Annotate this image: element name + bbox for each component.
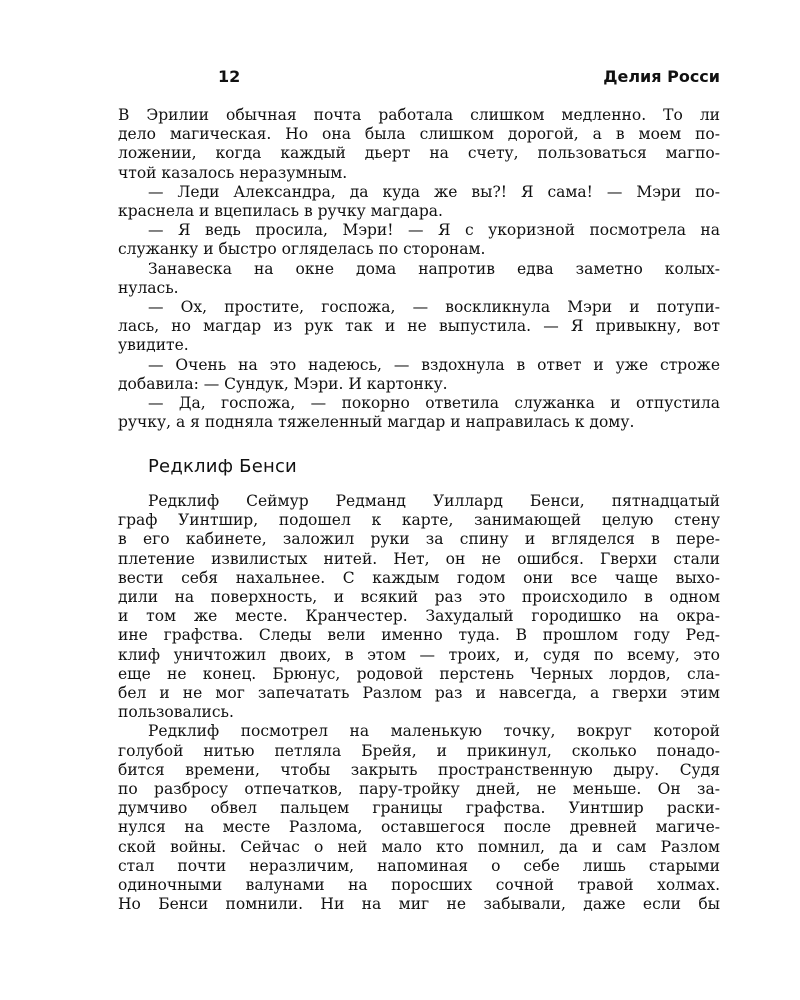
text-line: Редклиф Сеймур Редманд Уиллард Бенси, пятнадцатый [148,492,720,510]
text-line: стал почти неразличим, напоминая о себе лишь старыми [118,856,720,875]
text-line: граф Уинтшир, подошел к карте, занимающей целую стену [118,511,720,530]
text-line: — Леди Александра, да куда же вы?! Я сама! — Мэри по- [148,182,720,201]
text-line: Занавеска на окне дома напротив едва заметно колых- [148,259,720,278]
text-line: дело магическая. Но она была слишком дорогой, а в моем по- [118,125,720,144]
text-line: бел и не мог запечатать Разлом раз и навсегда, а гверхи этим [118,684,720,703]
text-line: клиф уничтожил двоих, в этом — троих, и, судя по всему, это [118,645,720,664]
text-line: нулась. [118,278,179,297]
author-name: Делия Росси [603,67,720,86]
text-line: думчиво обвел пальцем границы графства. Уинтшир раски- [118,799,720,818]
text-line: ине графства. Следы вели именно туда. В прошлом году Ред- [118,626,720,645]
text-line: в его кабинете, заложил руки за спину и вгляделся в пере- [118,530,720,549]
text-line: ложении, когда каждый дьерт на счету, пользоваться магпо- [118,144,720,163]
text-block-section-2 [118,492,720,914]
text-line: краснела и вцепилась в ручку магдара. [118,202,443,221]
chapter-heading: Редклиф Бенси [148,456,297,477]
text-block-section-1 [118,106,720,432]
text-line: лась, но магдар из рук так и не выпустила. — Я привыкну, вот [118,317,720,336]
text-line: служанку и быстро огляделась по сторонам. [118,240,486,259]
text-line: одиночными валунами на поросших сочной травой холмах. [118,876,720,895]
text-line: ской войны. Сейчас о ней мало кто помнил, да и сам Разлом [118,837,720,856]
text-line: и том же месте. Кранчестер. Захудалый городишко на окра- [118,607,720,626]
text-line: увидите. [118,336,189,355]
text-line: еще не конец. Брюнус, родовой перстень Черных лордов, сла- [118,664,720,683]
text-line: — Ох, простите, госпожа, — воскликнула Мэри и потупи- [148,298,720,317]
page-number: 12 [218,67,241,86]
text-line: бится времени, чтобы закрыть пространственную дыру. Судя [118,760,720,779]
text-line: ручку, а я подняла тяжеленный магдар и направилась к дому. [118,413,635,432]
text-line: чтой казалось неразумным. [118,163,348,182]
text-line: Редклиф посмотрел на маленькую точку, вокруг которой [148,722,720,741]
text-line: В Эрилии обычная почта работала слишком медленно. То ли [118,106,720,124]
text-line: голубой нитью петляла Брейя, и прикинул, сколько понадо- [118,741,720,760]
text-line: нулся на месте Разлома, оставшегося после древней магиче- [118,818,720,837]
text-line: по разбросу отпечатков, пару-тройку дней, не меньше. Он за- [118,780,720,799]
text-line: — Да, госпожа, — покорно ответила служанка и отпустила [148,394,720,413]
text-line: плетение извилистых нитей. Нет, он не ошибся. Гверхи стали [118,549,720,568]
text-line: дили на поверхность, и всякий раз это происходило в одном [118,588,720,607]
text-line: — Очень на это надеюсь, — вздохнула в ответ и уже строже [148,355,720,374]
text-line: Но Бенси помнили. Ни на миг не забывали, даже если бы [118,895,720,914]
text-line: добавила: — Сундук, Мэри. И картонку. [118,374,448,393]
text-line: пользовались. [118,703,234,722]
text-line: — Я ведь просила, Мэри! — Я с укоризной посмотрела на [148,221,720,240]
text-line: вести себя нахальнее. С каждым годом они все чаще выхо- [118,568,720,587]
running-header [118,67,720,89]
